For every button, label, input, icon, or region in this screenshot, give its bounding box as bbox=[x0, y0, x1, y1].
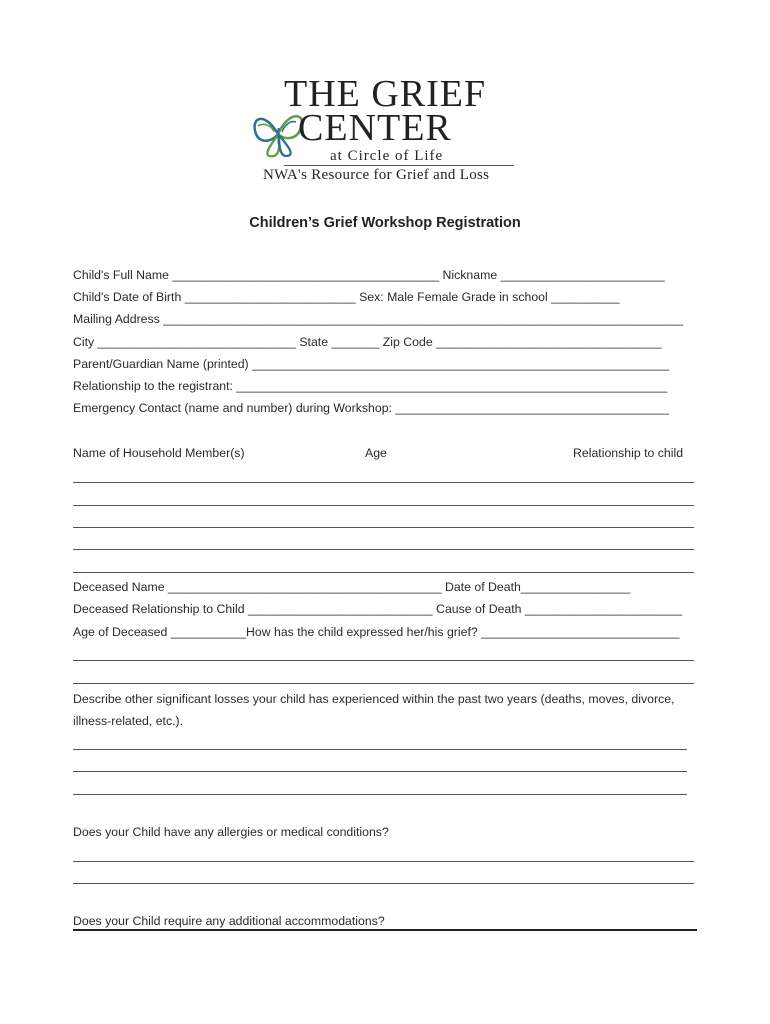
logo-line-1: THE GRIEF bbox=[284, 73, 487, 115]
household-line[interactable] bbox=[73, 572, 694, 573]
deceased-name-field[interactable]: Deceased Name ________________________________________ Date of Death________________ bbox=[73, 580, 631, 594]
household-line[interactable] bbox=[73, 482, 694, 483]
household-relationship-header: Relationship to child bbox=[573, 446, 684, 460]
household-name-header: Name of Household Member(s) bbox=[73, 446, 245, 460]
logo-line-2: CENTER bbox=[298, 107, 452, 149]
accommodations-question: Does your Child require any additional accommodations? bbox=[73, 914, 385, 928]
losses-question-cont: illness-related, etc.). bbox=[73, 714, 184, 728]
grief-expression-line[interactable] bbox=[73, 683, 694, 684]
household-age-header: Age bbox=[365, 446, 387, 460]
parent-name-field[interactable]: Parent/Guardian Name (printed) _____________________________________________________________ bbox=[73, 357, 670, 371]
form-title: Children’s Grief Workshop Registration bbox=[249, 215, 521, 231]
household-line[interactable] bbox=[73, 527, 694, 528]
allergies-question: Does your Child have any allergies or medical conditions? bbox=[73, 825, 389, 839]
losses-line[interactable] bbox=[73, 749, 687, 750]
grief-center-logo bbox=[250, 74, 530, 186]
logo-line-3: at Circle of Life bbox=[330, 148, 444, 164]
dob-sex-grade-field[interactable]: Child's Date of Birth _________________________ Sex: Male Female Grade in school __________ bbox=[73, 290, 620, 304]
city-state-zip-field[interactable]: City _____________________________ State _______ Zip Code _________________________________ bbox=[73, 335, 662, 349]
full-name-field[interactable]: Child's Full Name _______________________________________ Nickname ________________________ bbox=[73, 268, 665, 282]
deceased-age-field[interactable]: Age of Deceased ___________How has the child expressed her/his grief? _____________________________ bbox=[73, 625, 680, 639]
bottom-rule bbox=[73, 929, 697, 931]
grief-expression-line[interactable] bbox=[73, 660, 694, 661]
household-line[interactable] bbox=[73, 505, 694, 506]
losses-question: Describe other significant losses your child has experienced within the past two years (deaths, moves, divorce, bbox=[73, 692, 675, 706]
losses-line[interactable] bbox=[73, 771, 687, 772]
household-line[interactable] bbox=[73, 549, 694, 550]
relationship-field[interactable]: Relationship to the registrant: _______________________________________________________________ bbox=[73, 379, 668, 393]
deceased-relationship-field[interactable]: Deceased Relationship to Child ___________________________ Cause of Death _______________________ bbox=[73, 602, 683, 616]
logo-tagline: NWA's Resource for Grief and Loss bbox=[263, 167, 490, 183]
mailing-address-field[interactable]: Mailing Address ____________________________________________________________________________ bbox=[73, 312, 683, 326]
allergies-line[interactable] bbox=[73, 861, 694, 862]
losses-line[interactable] bbox=[73, 794, 687, 795]
allergies-line[interactable] bbox=[73, 883, 694, 884]
emergency-contact-field[interactable]: Emergency Contact (name and number) during Workshop: ________________________________________ bbox=[73, 401, 669, 415]
